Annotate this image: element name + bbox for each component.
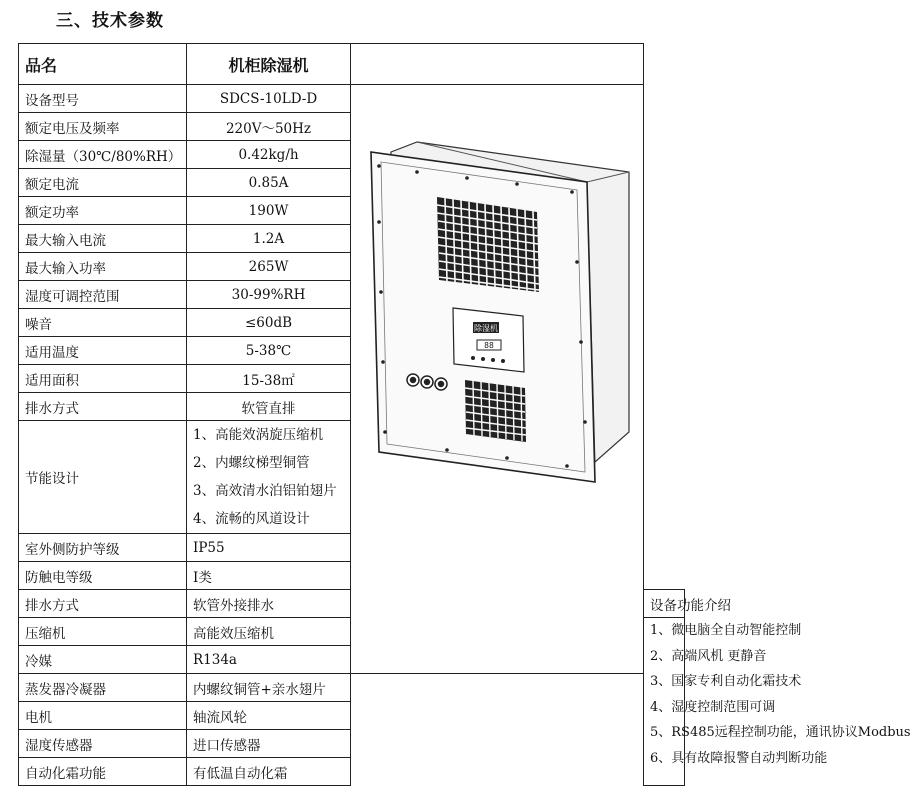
param-value: R134a (187, 646, 351, 674)
param-name: 自动化霜功能 (19, 758, 187, 786)
param-value: 1.2A (187, 225, 351, 253)
param-name: 蒸发器冷凝器 (19, 674, 187, 702)
list-item: 6、具有故障报警自动判断功能 (650, 750, 828, 766)
param-value: 265W (187, 253, 351, 281)
param-value: 进口传感器 (187, 730, 351, 758)
param-name: 额定电压及频率 (19, 113, 187, 141)
header-name: 品名 (19, 44, 187, 85)
list-item: 1、高能效涡旋压缩机 (193, 427, 324, 443)
features-list (644, 618, 911, 786)
table-row (19, 730, 685, 758)
list-item: 4、流畅的风道设计 (193, 511, 310, 527)
param-name: 额定功率 (19, 197, 187, 225)
param-name: 防触电等级 (19, 562, 187, 590)
param-name: 排水方式 (19, 393, 187, 421)
param-name: 适用温度 (19, 337, 187, 365)
param-value: SDCS-10LD-D (187, 85, 351, 113)
list-item: 1、微电脑全自动智能控制 (650, 623, 802, 638)
list-item: 2、高端风机 更静音 (650, 648, 767, 664)
device-display: 88 (484, 341, 494, 350)
table-row (19, 674, 685, 702)
param-value: 有低温自动化霜 (187, 758, 351, 786)
section-heading: 三、技术参数 (56, 11, 164, 31)
header-empty (351, 44, 644, 85)
device-panel-label: 除湿机 (474, 324, 498, 333)
param-value: 0.42kg/h (187, 141, 351, 169)
features-title: 设备功能介绍 (644, 590, 685, 618)
dehumidifier-illustration (357, 112, 650, 642)
param-value: 190W (187, 197, 351, 225)
header-value: 机柜除湿机 (187, 44, 351, 85)
param-value: 软管直排 (187, 393, 351, 421)
param-name: 最大输入电流 (19, 225, 187, 253)
list-item: 4、湿度控制范围可调 (650, 699, 776, 715)
param-name: 排水方式 (19, 590, 187, 618)
param-name: 噪音 (19, 309, 187, 337)
bottom-grille (465, 380, 526, 442)
param-value: IP55 (187, 534, 351, 562)
param-name: 电机 (19, 702, 187, 730)
product-image (351, 85, 644, 674)
param-name: 除湿量（30℃/80%RH） (19, 141, 187, 169)
param-value: ≤60dB (187, 309, 351, 337)
param-value: 内螺纹铜管+亲水翅片 (187, 674, 351, 702)
table-row (19, 758, 685, 786)
param-value: 220V～50Hz (187, 113, 351, 141)
param-name: 冷媒 (19, 646, 187, 674)
param-name: 额定电流 (19, 169, 187, 197)
list-item: 5、RS485远程控制功能，通讯协议Modbus (650, 725, 911, 740)
param-value: I类 (187, 562, 351, 590)
param-value: 0.85A (187, 169, 351, 197)
param-name: 设备型号 (19, 85, 187, 113)
control-panel (453, 308, 524, 372)
param-name: 节能设计 (19, 421, 187, 534)
param-value: 5-38℃ (187, 337, 351, 365)
param-value: 高能效压缩机 (187, 618, 351, 646)
param-name: 湿度传感器 (19, 730, 187, 758)
table-header-row (19, 44, 685, 85)
param-value: 15-38㎡ (187, 365, 351, 393)
table-row (19, 85, 685, 113)
param-name: 湿度可调控范围 (19, 281, 187, 309)
param-name: 室外侧防护等级 (19, 534, 187, 562)
param-value: 软管外接排水 (187, 590, 351, 618)
table-row (19, 702, 685, 730)
energy-design-list (187, 421, 351, 534)
param-name: 最大输入功率 (19, 253, 187, 281)
param-name: 适用面积 (19, 365, 187, 393)
list-item: 2、内螺纹梯型铜管 (193, 455, 310, 471)
spec-table (18, 43, 911, 786)
param-name: 压缩机 (19, 618, 187, 646)
param-value: 轴流风轮 (187, 702, 351, 730)
list-item: 3、高效清水泊铝铂翅片 (193, 483, 337, 499)
top-grille (437, 197, 539, 292)
param-value: 30-99%RH (187, 281, 351, 309)
list-item: 3、国家专利自动化霜技术 (650, 674, 802, 689)
